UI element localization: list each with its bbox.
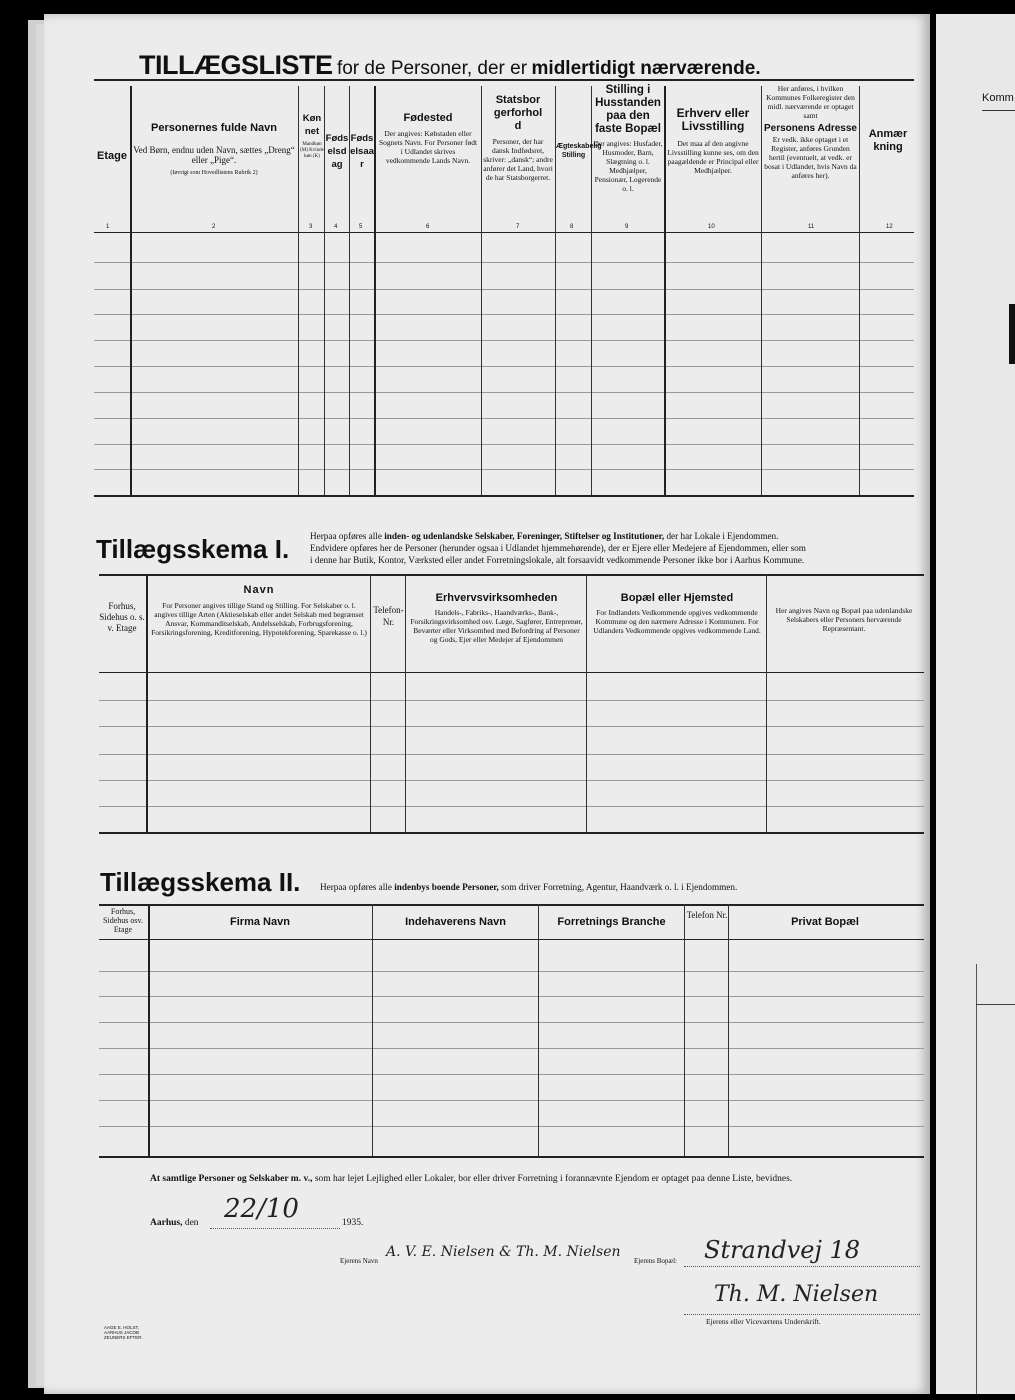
skema2-col-bopael: Privat Bopæl: [791, 916, 859, 928]
owner-address-handwritten: Strandvej 18: [704, 1236, 861, 1264]
skema1-col-erhverv: Erhvervsvirksomheden Handels-, Fabriks-, Haandværks-, Bank-, Forsikringsvirksomhed osv. Læge, Sagfører, Entreprenør, Beværter eller Virksomhed med Befordring af Personer og Gods, Ejer eller Medejer af Ejendommen: [410, 592, 583, 644]
date-line: Aarhus, den: [150, 1218, 199, 1228]
handwritten-date: 22/10: [224, 1194, 299, 1224]
skema1-intro: Herpaa opføres alle inden- og udenlandske Selskaber, Foreninger, Stiftelser og Institutioner, der har Lokale i Ejendommen. Endvidere opføres her de Personer (herunder ogsaa i Udlandet hjemmehørende), der er Ejere eller Medejere af Ejendommen, eller som i denne har Butik, Kontor, Værksted eller andet Forretningslokale, alt forsaavidt vedkommende Personer ikke bor i Aarhus Kommune.: [310, 531, 806, 565]
form-page: TILLÆGSLISTE for de Personer, der er midlertidigt nærværende. Etage 1 Personernes fulde Navn Ved Børn, endnu uden Navn, sættes „Dreng“ eller „Pige“. (Iøvrigt som Hovedlistens Rubrik 2) 2 Kønnet Mandkøn (M) Kvindekøn (K) 3 Fødselsdag 4 Fødselsaar 5 Fødested Der angives: Købstaden eller Sognets Navn. For Personer født i Udlandet skrives vedkommende Lands Navn. 6 Statsborgerforhold Personer, der har dansk Indfødsret, skriver: „dansk“; andre anfører det Land, hvori de har Statsborgerret. 7 Ægteskabelig Stilling 8 Stilling i Husstanden paa den faste Bopæl Der angives: Husfader, Husmoder, Barn, Slægtning o. l. Medhjælper, Pensionær, Logerende o. l. 9 Erhverv eller Livsstilling Det maa af den angivne Livsstilling kunne ses, om den paagældende er Principal eller Medhjælper. 10 Her anføres, i hvilken Kommunes Folkeregister den midl. nærværende er optaget samt Personens Adresse Er vedk. ikke optaget i et Register, anføres Grunden hertil (eventuelt, at vedk. er bosat i Udlandet, hvis Navn da anføres her). 11 Anmærkning 12 Tillægsskema I. Herpaa opføres alle inden- og udenlandske Selskaber, Foreninger, Stiftelser og Institutioner, der har Lokale i Ejendommen. Endvidere opføres her de Personer (herunder ogsaa i Udlandet hjemmehørende), der er Ejere eller Medejere af Ejendommen, eller som i denne har Butik, Kontor, Værksted eller andet Forretningslokale, alt forsaavidt vedkommende Personer ikke bor i Aarhus Kommune. Forhus, Sidehus o. s. v. Etage Navn For Personer angives tillige Stand og Stilling. For Selskaber o. l. angives tillige Arten (Aktieselskab eller andet Selskab med begrænset Ansvar, Kommanditselskab, Andelsselskab, Forbrugsforening, Forsikringsforening, Kreditforening, Hypotekforening, Sparekasse o. l.) Telefon-Nr. Erhvervsvirksomheden Handels-, Fabriks-, Haandværks-, Bank-, Forsikringsvirksomhed osv. Læge, Sagfører, Entreprenør, Beværter eller Virksomhed med Befordring af Personer og Gods, Ejer eller Medejer af Ejendommen Bopæl eller Hjemsted For Indlandets Vedkommende opgives vedkommende Kommune og den nærmere Adresse i Kommunen. For Udlandets Vedkommende opgives vedkommende Land. Her angives Navn og Bopæl paa udenlandske Selskabers eller Personers herværende Repræsentant. Tillægsskema II. Herpaa opføres alle indenbys boende Personer, som driver Forretning, Agentur, Haandværk o. l. i Ejendommen. Forhus, Sidehus osv. Etage Firma Navn Indehaverens Navn Forretnings Branche Telefon Nr. Privat Bopæl At samtlige Personer og Selskaber m. v., som har lejet Lejlighed eller Lokaler, bor eller driver Forretning i forannævnte Ejendom er optaget paa denne Liste, bevidnes. Aarhus, den 22/10 1935. Ejerens Navn A. V. E. Nielsen & Th. M. Nielsen Ejerens Bopæl: Strandvej 18 Th. M. Nielsen Ejerens eller Viceværtens Underskrift. AAGE E. HOLST, AARHUS JACOB ZEUNERS EFTER.: [44, 14, 930, 1394]
signature-label: Ejerens eller Viceværtens Underskrift.: [706, 1317, 821, 1326]
skema2-intro: Herpaa opføres alle indenbys boende Personer, som driver Forretning, Agentur, Haandværk o. l. i Ejendommen.: [320, 882, 738, 892]
adjacent-page-label: Komm: [982, 92, 1014, 104]
owner-address-label: Ejerens Bopæl:: [634, 1257, 677, 1265]
adjacent-page: [936, 14, 1015, 1394]
skema1-col-representative: Her angives Navn og Bopæl paa udenlandske Selskabers eller Personers herværende Repræsentant.: [775, 606, 913, 633]
skema1-title: Tillægsskema I.: [96, 534, 290, 564]
col-birthplace-header: Fødested Der angives: Købstaden eller Sognets Navn. For Personer født i Udlandet skrives vedkommende Lands Navn.: [378, 112, 478, 165]
signature-handwritten: Th. M. Nielsen: [714, 1282, 879, 1307]
col-name-header: Personernes fulde Navn Ved Børn, endnu uden Navn, sættes „Dreng“ eller „Pige“. (Iøvrigt som Hovedlistens Rubrik 2): [133, 122, 295, 176]
col-household-header: Stilling i Husstanden paa den faste Bopæl Der angives: Husfader, Husmoder, Barn, Slægtning o. l. Medhjælper, Pensionær, Logerende o. l.: [593, 84, 663, 193]
printer-mark: AAGE E. HOLST, AARHUS JACOB ZEUNERS EFTER.: [104, 1325, 143, 1340]
col-occupation-header: Erhverv eller Livsstilling Det maa af den angivne Livsstilling kunne ses, om den paagældende er Principal eller Medhjælper.: [667, 106, 759, 175]
skema2-col-etage: Forhus, Sidehus osv. Etage: [103, 907, 143, 934]
skema1-col-telefon: Telefon-Nr.: [373, 605, 404, 627]
col-birthday-header: Fødselsdag: [325, 133, 349, 170]
col-citizenship-header: Statsborgerforhold Personer, der har dansk Indfødsret, skriver: „dansk“; andre anfører det Land, hvori de har Statsborgerret.: [483, 94, 553, 182]
skema2-col-firma: Firma Navn: [230, 916, 290, 928]
skema2-col-indehaver: Indehaverens Navn: [405, 916, 506, 928]
certification-text: At samtlige Personer og Selskaber m. v., som har lejet Lejlighed eller Lokaler, bor eller driver Forretning i forannævnte Ejendom er optaget paa denne Liste, bevidnes.: [150, 1174, 793, 1184]
page-title: TILLÆGSLISTE for de Personer, der er midlertidigt nærværende.: [139, 50, 761, 80]
skema1-col-etage: Forhus, Sidehus o. s. v. Etage: [99, 601, 145, 633]
col-sex-header: Kønnet Mandkøn (M) Kvindekøn (K): [300, 113, 324, 159]
col-marital-header: Ægteskabelig Stilling: [556, 143, 602, 159]
owner-name-label: Ejerens Navn: [340, 1257, 378, 1265]
col-address-header: Her anføres, i hvilken Kommunes Folkeregister den midl. nærværende er optaget samt Personens Adresse Er vedk. ikke optaget i et Register, anføres Grunden hertil (eventuelt, at vedk. er bosat i Udlandet, hvis Navn da anføres her).: [763, 84, 857, 180]
skema2-col-telefon: Telefon Nr.: [686, 910, 728, 920]
skema2-col-branche: Forretnings Branche: [557, 916, 666, 928]
skema1-col-bopael: Bopæl eller Hjemsted For Indlandets Vedkommende opgives vedkommende Kommune og den nærmere Adresse i Kommunen. For Udlandets Vedkommende opgives vedkommende Land.: [593, 592, 761, 635]
skema2-title: Tillægsskema II.: [100, 867, 301, 897]
skema1-col-navn: Navn For Personer angives tillige Stand og Stilling. For Selskaber o. l. angives tillige Arten (Aktieselskab eller andet Selskab med begrænset Ansvar, Kommanditselskab, Andelsselskab, Forbrugsforening, Forsikringsforening, Kreditforening, Hypotekforening, Sparekasse o. l.): [151, 584, 367, 637]
col-remarks-header: Anmærkning: [868, 128, 908, 153]
year-label: 1935.: [342, 1218, 364, 1228]
col-etage-header: Etage: [97, 150, 127, 162]
col-birthyear-header: Fødselsaar: [350, 133, 374, 170]
owner-name-handwritten: A. V. E. Nielsen & Th. M. Nielsen: [386, 1244, 621, 1260]
